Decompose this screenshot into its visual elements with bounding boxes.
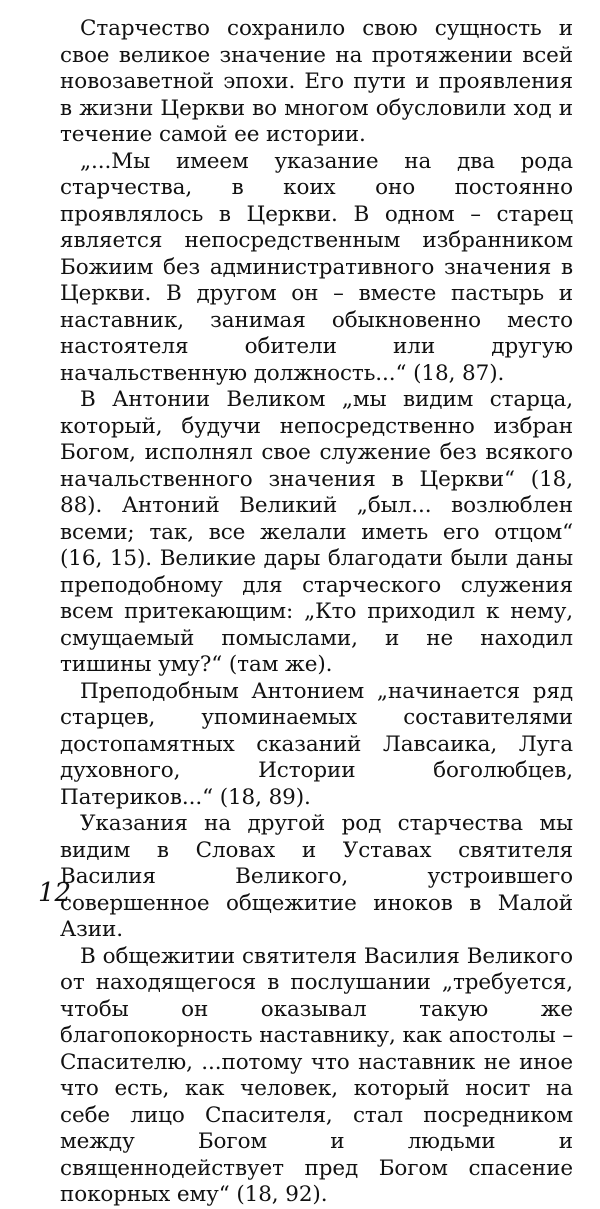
paragraph-1: Старчество сохранило свою сущность и свое великое значение на протяжении всей новозаветной эпохи. Его пути и проявления в жизни Церкви во многом обусловили ход и течение самой ее истории.	[60, 16, 573, 147]
paragraph-6: В общежитии святителя Василия Великого от находящегося в послушании „требуется, чтобы он оказывал такую же благопокорность наставнику, как апостолы – Спасителю, ...потому что наставник не иное что есть, как человек, который носит на себе лицо Спасителя, стал посредником между Богом и людьми и священнодействует пред Богом спасение покорных ему“ (18, 92).	[60, 943, 573, 1207]
page-number: 12	[38, 878, 72, 908]
paragraph-4: Преподобным Антонием „начинается ряд старцев, упоминаемых составителями достопамятных сказаний Лавсаика, Луга духовного, Истории боголюбцев, Патериков...“ (18, 89).	[60, 678, 573, 810]
paragraph-2: „...Мы имеем указание на два рода старчества, в коих оно постоянно проявлялось в Церкви. В одном – старец является непосредственным избранником Божиим без административного значения в Церкви. В другом он – вместе пастырь и наставник, занимая обыкновенно место настоятеля обители или другую начальственную должность...“ (18, 87).	[60, 148, 573, 386]
paragraph-5: Указания на другой род старчества мы видим в Словах и Уставах святителя Василия Великого, устроившего совершенное общежитие иноков в Малой Азии.	[60, 811, 573, 942]
page-body	[60, 16, 573, 1209]
paragraph-3: В Антонии Великом „мы видим старца, который, будучи непосредственно избран Богом, исполнял свое служение без всякого начальственного значения в Церкви“ (18, 88). Антоний Великий „был... возлюблен всеми; так, все желали иметь его отцом“ (16, 15). Великие дары благодати были даны преподобному для старческого служения всем притекающим: „Кто приходил к нему, смущаемый помыслами, и не находил тишины уму?“ (там же).	[60, 387, 573, 677]
